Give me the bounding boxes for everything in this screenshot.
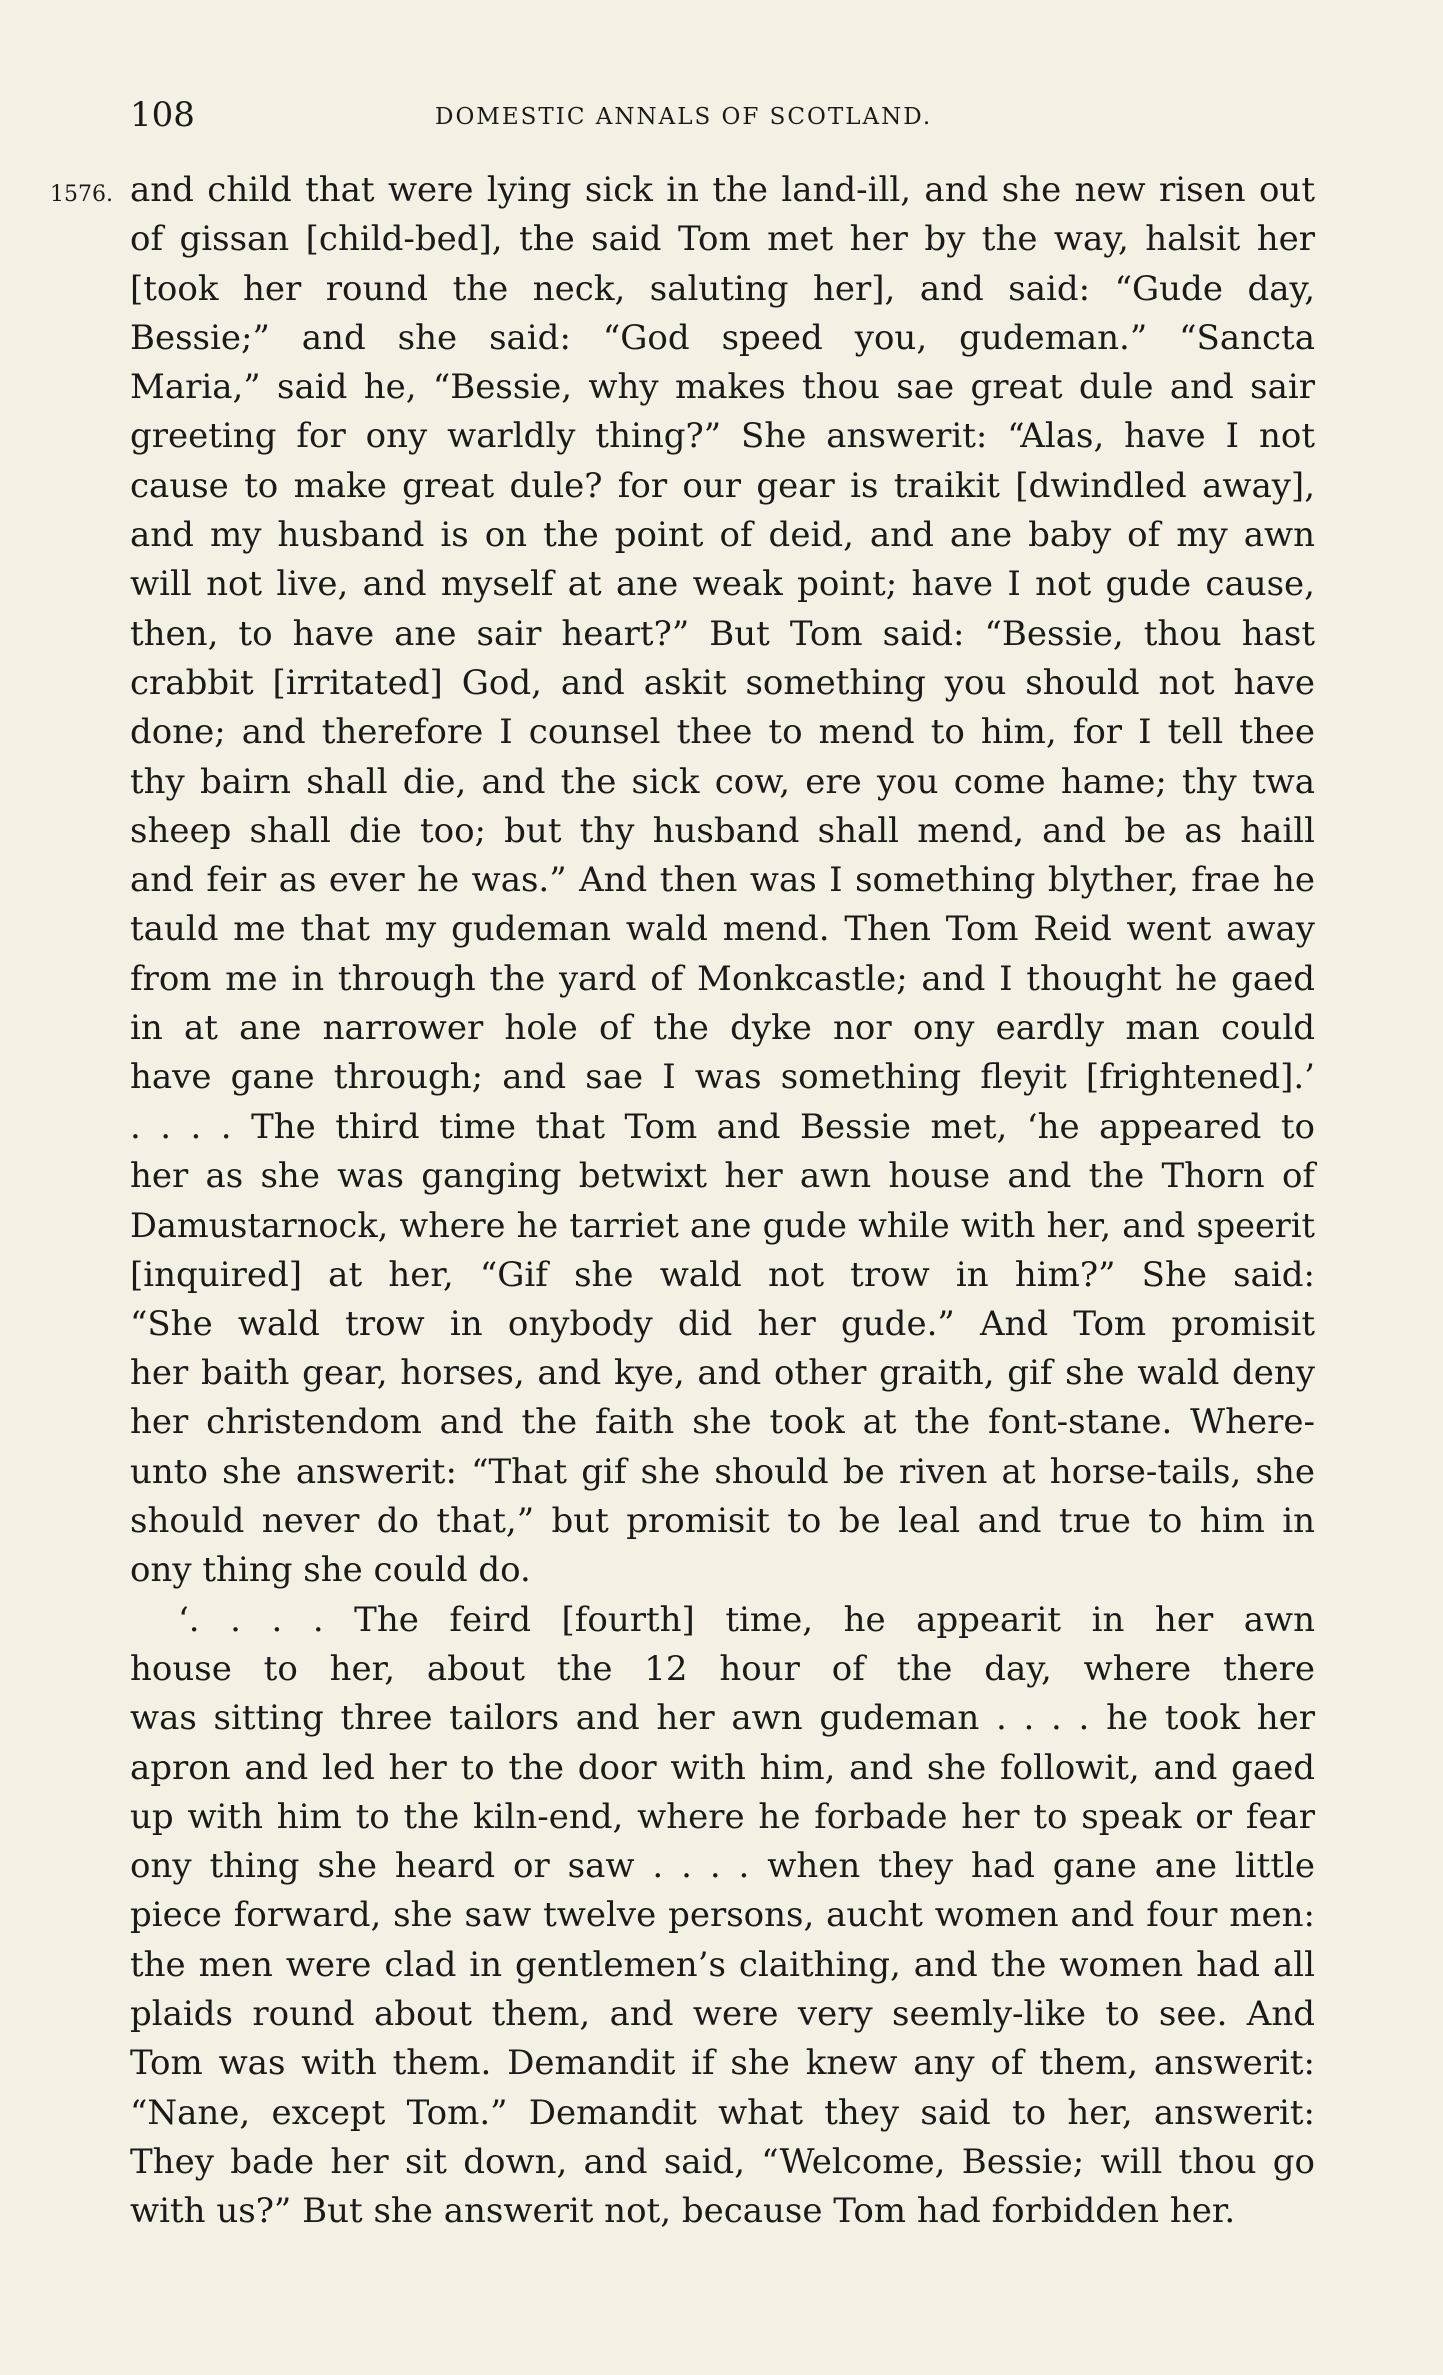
text-line: will not live, and myself at ane weak point; have I not gude cause, <box>130 564 1315 605</box>
text-line: “Nane, except Tom.” Demandit what they said to her, answerit: <box>130 2092 1315 2133</box>
text-line: should never do that,” but promisit to be leal and true to him in <box>130 1501 1315 1542</box>
page-number: 108 <box>130 95 195 135</box>
text-line: thy bairn shall die, and the sick cow, ere you come hame; thy twa <box>130 761 1315 802</box>
text-line: sheep shall die too; but thy husband shall mend, and be as haill <box>130 810 1315 851</box>
text-line: Bessie;” and she said: “God speed you, gudeman.” “Sancta <box>130 317 1315 358</box>
text-line: house to her, about the 12 hour of the day, where there <box>130 1648 1315 1689</box>
text-line: have gane through; and sae I was something fleyit [frightened].’ <box>130 1057 1315 1098</box>
text-line: her christendom and the faith she took at the font-stane. Where- <box>130 1402 1315 1443</box>
body-text <box>130 166 1315 2236</box>
text-line: up with him to the kiln-end, where he forbade her to speak or fear <box>130 1796 1315 1837</box>
text-line: was sitting three tailors and her awn gudeman . . . . he took her <box>130 1698 1315 1739</box>
text-line: piece forward, she saw twelve persons, aucht women and four men: <box>130 1895 1315 1936</box>
text-line: Maria,” said he, “Bessie, why makes thou sae great dule and sair <box>130 367 1315 408</box>
text-line: and my husband is on the point of deid, and ane baby of my awn <box>130 515 1315 556</box>
running-title: DOMESTIC ANNALS OF SCOTLAND. <box>435 104 933 130</box>
text-line: They bade her sit down, and said, “Welcome, Bessie; will thou go <box>130 2141 1315 2182</box>
text-line: done; and therefore I counsel thee to mend to him, for I tell thee <box>130 712 1315 753</box>
text-line: plaids round about them, and were very seemly-like to see. And <box>130 1993 1315 2034</box>
text-line: with us?” But she answerit not, because Tom had forbidden her. <box>130 2191 1236 2232</box>
text-line: . . . . The third time that Tom and Bessie met, ‘he appeared to <box>130 1106 1315 1147</box>
page-header <box>130 95 1315 135</box>
text-line: ony thing she heard or saw . . . . when they had gane ane little <box>130 1846 1315 1887</box>
text-line: the men were clad in gentlemen’s claithing, and the women had all <box>130 1944 1315 1985</box>
text-line: cause to make great dule? for our gear is traikit [dwindled away], <box>130 465 1315 506</box>
text-line: Tom was with them. Demandit if she knew any of them, answerit: <box>130 2043 1315 2084</box>
text-line: [inquired] at her, “Gif she wald not trow in him?” She said: <box>130 1254 1315 1295</box>
text-line: then, to have ane sair heart?” But Tom said: “Bessie, thou hast <box>130 613 1315 654</box>
text-line: her baith gear, horses, and kye, and other graith, gif she wald deny <box>130 1353 1315 1394</box>
text-line: ‘. . . . The feird [fourth] time, he appearit in her awn <box>178 1599 1315 1640</box>
text-line: ony thing she could do. <box>130 1550 531 1591</box>
text-line: greeting for ony warldly thing?” She answerit: “Alas, have I not <box>130 416 1315 457</box>
text-line: Damustarnock, where he tarriet ane gude while with her, and speerit <box>130 1206 1315 1246</box>
margin-year-note: 1576. <box>50 182 113 207</box>
text-line: from me in through the yard of Monkcastle; and I thought he gaed <box>130 958 1315 999</box>
text-line: tauld me that my gudeman wald mend. Then Tom Reid went away <box>130 909 1315 950</box>
text-line: of gissan [child-bed], the said Tom met her by the way, halsit her <box>130 219 1315 260</box>
text-line: and child that were lying sick in the land-ill, and she new risen out <box>130 170 1315 210</box>
text-line: apron and led her to the door with him, and she followit, and gaed <box>130 1747 1315 1788</box>
text-line: her as she was ganging betwixt her awn house and the Thorn of <box>130 1155 1315 1196</box>
text-line: unto she answerit: “That gif she should be riven at horse-tails, she <box>130 1451 1315 1492</box>
text-line: in at ane narrower hole of the dyke nor ony eardly man could <box>130 1008 1315 1049</box>
text-line: “She wald trow in onybody did her gude.” And Tom promisit <box>130 1303 1315 1344</box>
text-line: and feir as ever he was.” And then was I something blyther, frae he <box>130 860 1315 901</box>
text-line: crabbit [irritated] God, and askit something you should not have <box>130 662 1315 703</box>
text-line: [took her round the neck, saluting her], and said: “Gude day, <box>130 268 1315 309</box>
